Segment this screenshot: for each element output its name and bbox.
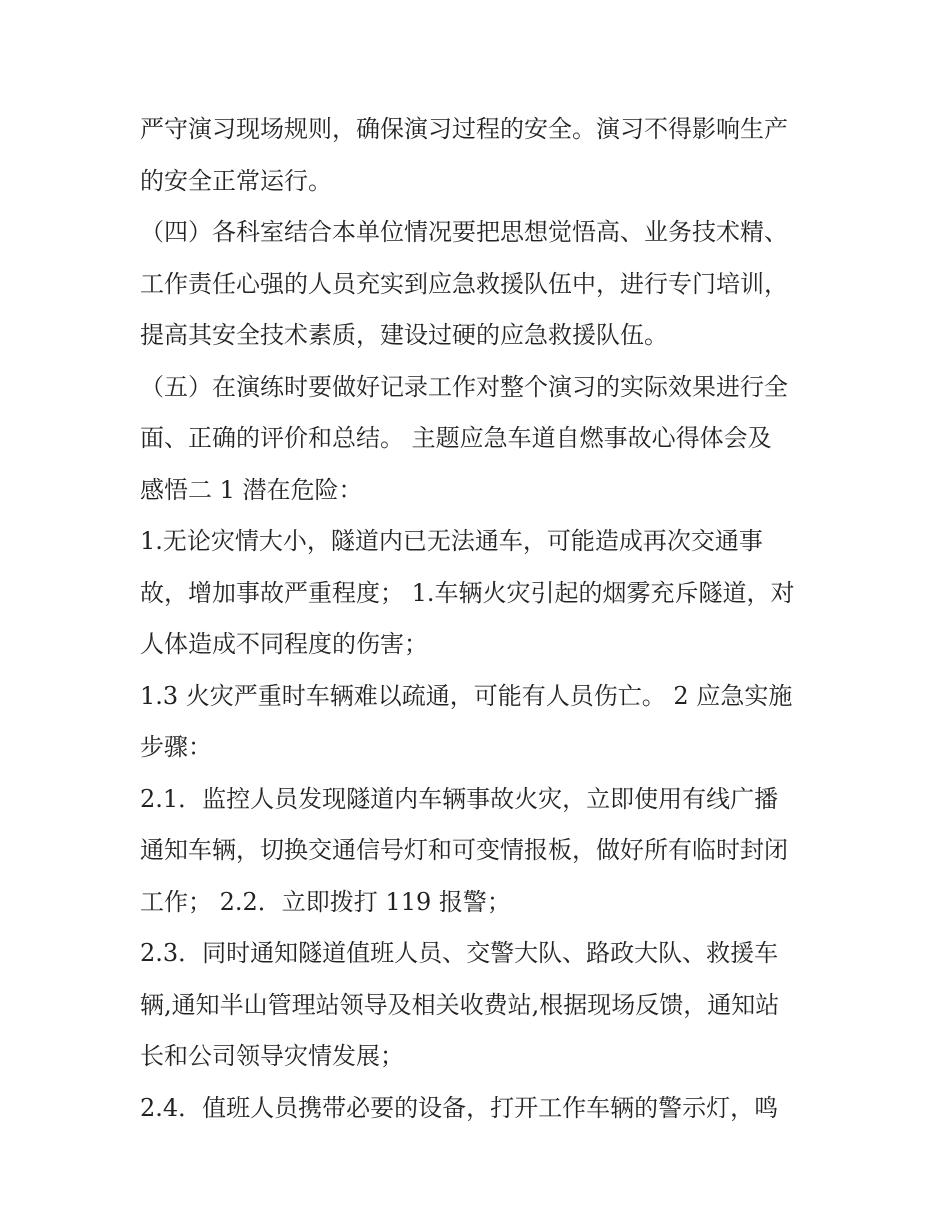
text-line: 的安全正常运行。	[140, 166, 332, 195]
text-line: 2.3．同时通知隧道值班人员、交警大队、路政大队、救援车	[140, 939, 779, 967]
text-line: （五）在演练时要做好记录工作对整个演习的实际效果进行全	[140, 372, 788, 401]
text-line: 感悟二 1 潜在危险：	[140, 475, 363, 504]
text-line: 步骤：	[140, 733, 212, 761]
text-line: 2.4．值班人员携带必要的设备，打开工作车辆的警示灯，鸣	[140, 1093, 779, 1122]
text-line: 严守演习现场规则，确保演习过程的安全。演习不得影响生产	[140, 115, 788, 143]
text-line: 通知车辆，切换交通信号灯和可变情报板，做好所有临时封闭	[140, 836, 788, 864]
text-line: 工作责任心强的人员充实到应急救援队伍中，进行专门培训，	[140, 269, 788, 298]
text-line: 面、正确的评价和总结。 主题应急车道自燃事故心得体会及	[140, 424, 772, 452]
text-line: 辆,通知半山管理站领导及相关收费站,根据现场反馈，通知站	[140, 990, 780, 1019]
text-line: 故，增加事故严重程度； 1.车辆火灾引起的烟雾充斥隧道，对	[140, 578, 795, 607]
text-line: 2.1．监控人员发现隧道内车辆事故火灾，立即使用有线广播	[140, 784, 779, 813]
text-line: 提高其安全技术素质，建设过硬的应急救援队伍。	[140, 321, 668, 349]
text-line: （四）各科室结合本单位情况要把思想觉悟高、业务技术精、	[140, 218, 788, 246]
text-line: 1.3 火灾严重时车辆难以疏通，可能有人员伤亡。 2 应急实施	[140, 681, 793, 710]
text-line: 1.无论灾情大小，隧道内已无法通车，可能造成再次交通事	[140, 527, 763, 555]
text-line: 人体造成不同程度的伤害；	[140, 630, 428, 658]
text-line: 长和公司领导灾情发展；	[140, 1042, 404, 1070]
text-line: 工作； 2.2．立即拨打 119 报警；	[140, 887, 511, 916]
document-body	[140, 104, 830, 1134]
